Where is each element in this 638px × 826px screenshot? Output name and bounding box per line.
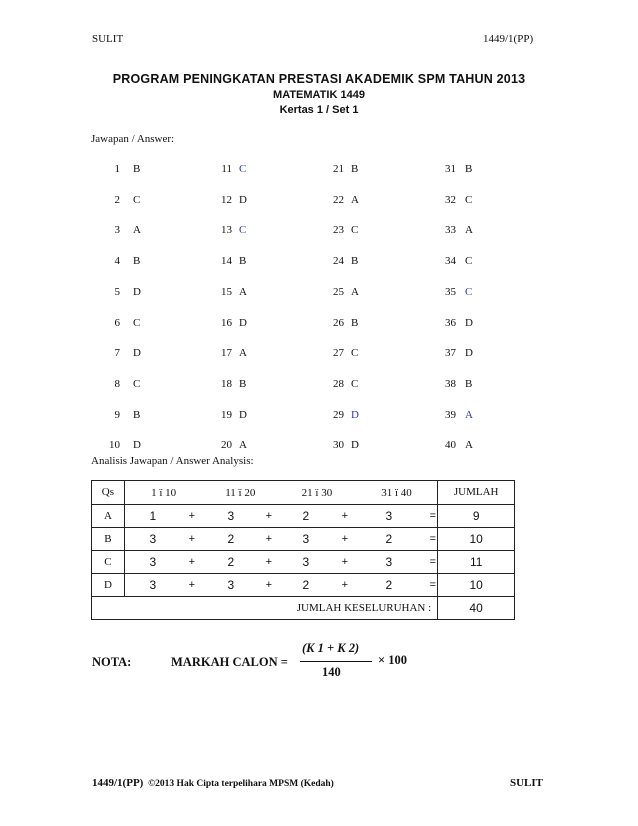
answer-letter: A [465, 224, 473, 236]
footer-copyright: ©2013 Hak Cipta terpelihara MPSM (Kedah) [148, 779, 334, 789]
answer-letter: C [133, 378, 141, 390]
answer-letter: A [239, 439, 247, 451]
question-number: 16 [221, 317, 232, 329]
plus-sign: + [188, 533, 196, 545]
header-range-4: 31 ï 40 [381, 486, 412, 499]
question-number: 10 [109, 439, 120, 451]
answer-letter: B [133, 409, 141, 421]
analysis-row [91, 505, 515, 528]
question-number: 37 [445, 347, 456, 359]
answer-letter: A [465, 409, 473, 421]
answer-letter: D [465, 317, 473, 329]
header-code: 1449/1(PP) [483, 33, 534, 45]
analysis-table [91, 480, 515, 620]
answer-letter: A [351, 194, 359, 206]
answer-letter: B [133, 163, 141, 175]
question-number: 5 [114, 286, 120, 298]
plus-sign: + [188, 510, 196, 522]
program-title: PROGRAM PENINGKATAN PRESTASI AKADEMIK SPM TAHUN 2013 [112, 72, 526, 86]
answer-letter: D [239, 194, 247, 206]
answer-letter: C [465, 286, 473, 298]
header-qs: Qs [92, 481, 125, 504]
answer-letter: C [465, 194, 473, 206]
question-number: 23 [333, 224, 344, 236]
analysis-count: 3 [302, 555, 310, 569]
nota-label: NOTA: [92, 655, 132, 669]
answer-letter: B [239, 255, 247, 267]
question-number: 4 [114, 255, 120, 267]
plus-sign: + [341, 556, 349, 568]
question-number: 22 [333, 194, 344, 206]
analysis-count: 2 [227, 532, 235, 546]
analysis-count: 2 [385, 532, 393, 546]
grand-total-value: 40 [437, 597, 514, 619]
analysis-header-row [91, 480, 515, 505]
header-range-2: 11 ï 20 [225, 486, 256, 499]
analysis-count: 3 [227, 578, 235, 592]
question-number: 17 [221, 347, 232, 359]
plus-sign: + [265, 510, 273, 522]
answer-letter: B [465, 378, 473, 390]
question-number: 25 [333, 286, 344, 298]
footer-sulit: SULIT [510, 777, 544, 789]
question-number: 19 [221, 409, 232, 421]
markah-calon-label: MARKAH CALON = [171, 655, 288, 669]
question-number: 39 [445, 409, 456, 421]
answer-letter: B [133, 255, 141, 267]
paper-title: Kertas 1 / Set 1 [279, 104, 359, 116]
fraction-bar [300, 661, 372, 662]
footer-code-text: 1449/1(PP) [92, 777, 144, 789]
answer-letter: D [465, 347, 473, 359]
question-number: 6 [114, 317, 120, 329]
question-number: 1 [114, 163, 120, 175]
question-number: 35 [445, 286, 456, 298]
answer-letter: D [133, 347, 141, 359]
answer-letter: D [133, 286, 141, 298]
question-number: 34 [445, 255, 456, 267]
question-number: 38 [445, 378, 456, 390]
plus-sign: + [188, 579, 196, 591]
grand-total-row [91, 597, 515, 620]
analysis-row-total: 11 [437, 551, 514, 573]
answer-letter: C [133, 317, 141, 329]
equals-sign: = [429, 556, 437, 568]
answer-letter: B [351, 255, 359, 267]
question-number: 8 [114, 378, 120, 390]
analysis-count: 1 [149, 509, 157, 523]
question-number: 14 [221, 255, 232, 267]
question-number: 27 [333, 347, 344, 359]
plus-sign: + [341, 533, 349, 545]
answer-letter: A [239, 347, 247, 359]
header-jumlah: JUMLAH [437, 481, 514, 504]
analysis-count: 2 [302, 509, 310, 523]
answer-letter: B [239, 378, 247, 390]
question-number: 29 [333, 409, 344, 421]
plus-sign: + [265, 579, 273, 591]
question-number: 24 [333, 255, 344, 267]
equals-sign: = [429, 579, 437, 591]
answer-letter: D [133, 439, 141, 451]
question-number: 33 [445, 224, 456, 236]
answer-letter: D [239, 409, 247, 421]
answer-letter: D [351, 439, 359, 451]
answer-letter: C [133, 194, 141, 206]
analysis-row [91, 528, 515, 551]
question-number: 20 [221, 439, 232, 451]
footer-code [92, 777, 334, 789]
analysis-count: 3 [149, 532, 157, 546]
header-range-1: 1 ï 10 [151, 486, 177, 499]
plus-sign: + [265, 533, 273, 545]
question-number: 9 [114, 409, 120, 421]
question-number: 32 [445, 194, 456, 206]
question-number: 26 [333, 317, 344, 329]
formula-denominator: 140 [322, 665, 341, 679]
answer-letter: C [351, 347, 359, 359]
analysis-rows [91, 505, 515, 597]
answers-label: Jawapan / Answer: [91, 133, 175, 145]
answer-letter: B [351, 317, 359, 329]
answer-letter: C [465, 255, 473, 267]
question-number: 30 [333, 439, 344, 451]
answer-letter: A [239, 286, 247, 298]
analysis-row-total: 9 [437, 505, 514, 527]
answer-letter: A [465, 439, 473, 451]
plus-sign: + [341, 510, 349, 522]
analysis-count: 2 [385, 578, 393, 592]
analysis-count: 3 [149, 578, 157, 592]
question-number: 31 [445, 163, 456, 175]
plus-sign: + [265, 556, 273, 568]
question-number: 13 [221, 224, 232, 236]
question-number: 28 [333, 378, 344, 390]
answer-letter: C [239, 163, 247, 175]
formula-numerator: (K 1 + K 2) [302, 641, 360, 655]
question-number: 18 [221, 378, 232, 390]
formula-multiplier: × 100 [378, 653, 407, 667]
analysis-count: 3 [227, 509, 235, 523]
answer-letter: A [351, 286, 359, 298]
analysis-row-label: C [92, 551, 125, 573]
plus-sign: + [188, 556, 196, 568]
analysis-label: Analisis Jawapan / Answer Analysis: [91, 455, 254, 467]
answer-letter: B [465, 163, 473, 175]
analysis-row-label: B [92, 528, 125, 550]
analysis-row-total: 10 [437, 528, 514, 550]
answer-letter: A [133, 224, 141, 236]
analysis-count: 3 [385, 555, 393, 569]
analysis-count: 3 [302, 532, 310, 546]
grand-total-label: JUMLAH KESELURUHAN : [296, 602, 432, 614]
answer-letter: D [239, 317, 247, 329]
equals-sign: = [429, 533, 437, 545]
question-number: 15 [221, 286, 232, 298]
analysis-row-label: D [92, 574, 125, 596]
question-number: 3 [114, 224, 120, 236]
analysis-row [91, 574, 515, 597]
plus-sign: + [341, 579, 349, 591]
analysis-row-label: A [92, 505, 125, 527]
analysis-row [91, 551, 515, 574]
answer-letter: C [351, 378, 359, 390]
question-number: 40 [445, 439, 456, 451]
analysis-count: 2 [227, 555, 235, 569]
answer-letter: C [351, 224, 359, 236]
analysis-count: 3 [385, 509, 393, 523]
question-number: 21 [333, 163, 344, 175]
question-number: 12 [221, 194, 232, 206]
answer-letter: D [351, 409, 359, 421]
question-number: 36 [445, 317, 456, 329]
subject-title: MATEMATIK 1449 [273, 89, 365, 101]
analysis-count: 2 [302, 578, 310, 592]
question-number: 2 [114, 194, 120, 206]
equals-sign: = [429, 510, 437, 522]
question-number: 11 [221, 163, 232, 175]
answer-letter: C [239, 224, 247, 236]
analysis-count: 3 [149, 555, 157, 569]
analysis-row-total: 10 [437, 574, 514, 596]
header-range-3: 21 ï 30 [301, 486, 333, 499]
header-sulit: SULIT [92, 33, 124, 45]
question-number: 7 [114, 347, 120, 359]
answer-letter: B [351, 163, 359, 175]
